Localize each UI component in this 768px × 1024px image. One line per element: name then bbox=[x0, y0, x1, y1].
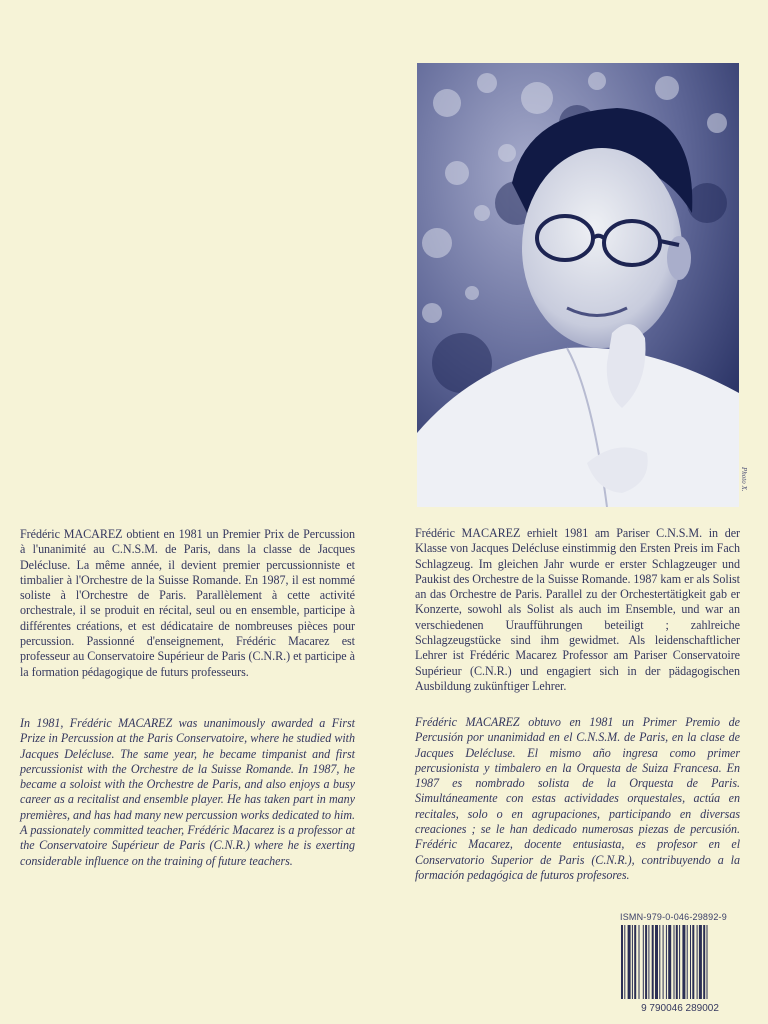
bio-german: Frédéric MACAREZ erhielt 1981 am Pariser C.N.S.M. in der Klasse von Jacques Delécluse einstimmig den Ersten Preis im Fach Schlagzeug. Im gleichen Jahr wurde er erster Schlagzeuger und Paukist des Orchestre de la Suisse Romande. 1987 kam er als Solist an das Orchestre de Paris. Parallel zu der Orchestertätigkeit gab er Konzerte, sowohl als Solist als auch im Ensemble, und war an verschiedenen Uraufführungen beteiligt ; zahlreiche Schlagzeugstücke sind ihm gewidmet. Als leidenschaftlicher Lehrer ist Frédéric Macarez Professor am Pariser Conservatoire Supérieur (C.N.R.) und engagiert sich in der pädagogischen Ausbildung zukünftiger Lehrer. bbox=[415, 526, 740, 693]
barcode-bar bbox=[648, 925, 649, 1005]
barcode-bar bbox=[699, 925, 702, 1005]
barcode-bar bbox=[632, 925, 633, 1005]
barcode-bar bbox=[690, 925, 691, 1005]
bio-french: Frédéric MACAREZ obtient en 1981 un Premier Prix de Percussion à l'unanimité au C.N.S.M. de Paris, dans la classe de Jacques Delécluse. La même année, il devient premier percussionniste et timbalier à l'Orchestre de la Suisse Romande. En 1987, il est nommé soliste à l'Orchestre de Paris. Parallèlement à cette activité orchestrale, il se produit en récital, seul ou en ensemble, participe à différentes créations, et est dédicataire de nombreuses pièces pour percussion. Passionné d'enseignement, Frédéric Macarez est professeur au Conservatoire Supérieur de Paris (C.N.R.) et participe à la formation pédagogique de futurs professeurs. bbox=[20, 527, 355, 679]
barcode-bar bbox=[624, 925, 625, 1005]
barcode-bar bbox=[655, 925, 658, 1005]
portrait-illustration bbox=[417, 63, 739, 507]
barcode-bar bbox=[692, 925, 694, 1005]
barcode bbox=[620, 925, 740, 1016]
bio-english: In 1981, Frédéric MACAREZ was unanimously awarded a First Prize in Percussion at the Paris Conservatoire, where he studied with Jacques Delécluse. The same year, he became timpanist and first percussionist with the Orchestre de la Suisse Romande. In 1987, he became a soloist with the Orchestre de Paris, and also enjoys a busy career as a recitalist and ensemble player. He has taken part in many premières, and has had many new percussion works dedicated to him. A passionately committed teacher, Frédéric Macarez is a professor at the Conservatoire Supérieur de Paris (C.N.R.) where he is exerting considerable influence on the training of future teachers. bbox=[20, 716, 355, 868]
photo-credit: Photo X. bbox=[740, 467, 748, 492]
bio-spanish: Frédéric MACAREZ obtuvo en 1981 un Primer Premio de Percusión por unanimidad en el C.N.S.M. de Paris, en la clase de Jacques Delécluse. El mismo año ingresa como primer percusionista y timbalero en la Orquesta de Suiza Francesa. En 1987 es nombrado solista de la Orquesta de Paris. Simultáneamente con estas actividades orquestales, actúa en recitales, solo o en agrupaciones, participando en diversas creaciones ; se le han dedicado numerosas piezas de percusión. Frédéric Macarez, docente entusiasta, es profesor en el Conservatorio Superior de Paris (C.N.R.), contribuyendo a la formación pedagógica de futuros profesores. bbox=[415, 715, 740, 882]
barcode-bar bbox=[628, 925, 631, 1005]
barcode-bar bbox=[659, 925, 660, 1005]
barcode-digits: 9 790046 289002 bbox=[641, 1003, 719, 1014]
barcode-bar bbox=[707, 925, 708, 1005]
barcode-bar bbox=[674, 925, 675, 1005]
barcode-bar bbox=[645, 925, 647, 1005]
barcode-bar bbox=[643, 925, 644, 1005]
barcode-bar bbox=[668, 925, 671, 1005]
barcode-bar bbox=[663, 925, 664, 1005]
barcode-bar bbox=[682, 925, 685, 1005]
ismn-number: ISMN-979-0-046-29892-9 bbox=[620, 912, 727, 922]
barcode-bar bbox=[697, 925, 698, 1005]
portrait-photo bbox=[417, 63, 739, 507]
barcode-bar bbox=[634, 925, 636, 1005]
barcode-bar bbox=[676, 925, 678, 1005]
barcode-bar bbox=[679, 925, 680, 1005]
barcode-bar bbox=[666, 925, 667, 1005]
barcode-bar bbox=[703, 925, 705, 1005]
barcode-bar bbox=[621, 925, 623, 1005]
barcode-bar bbox=[639, 925, 640, 1005]
barcode-bar bbox=[687, 925, 688, 1005]
barcode-bar bbox=[652, 925, 654, 1005]
